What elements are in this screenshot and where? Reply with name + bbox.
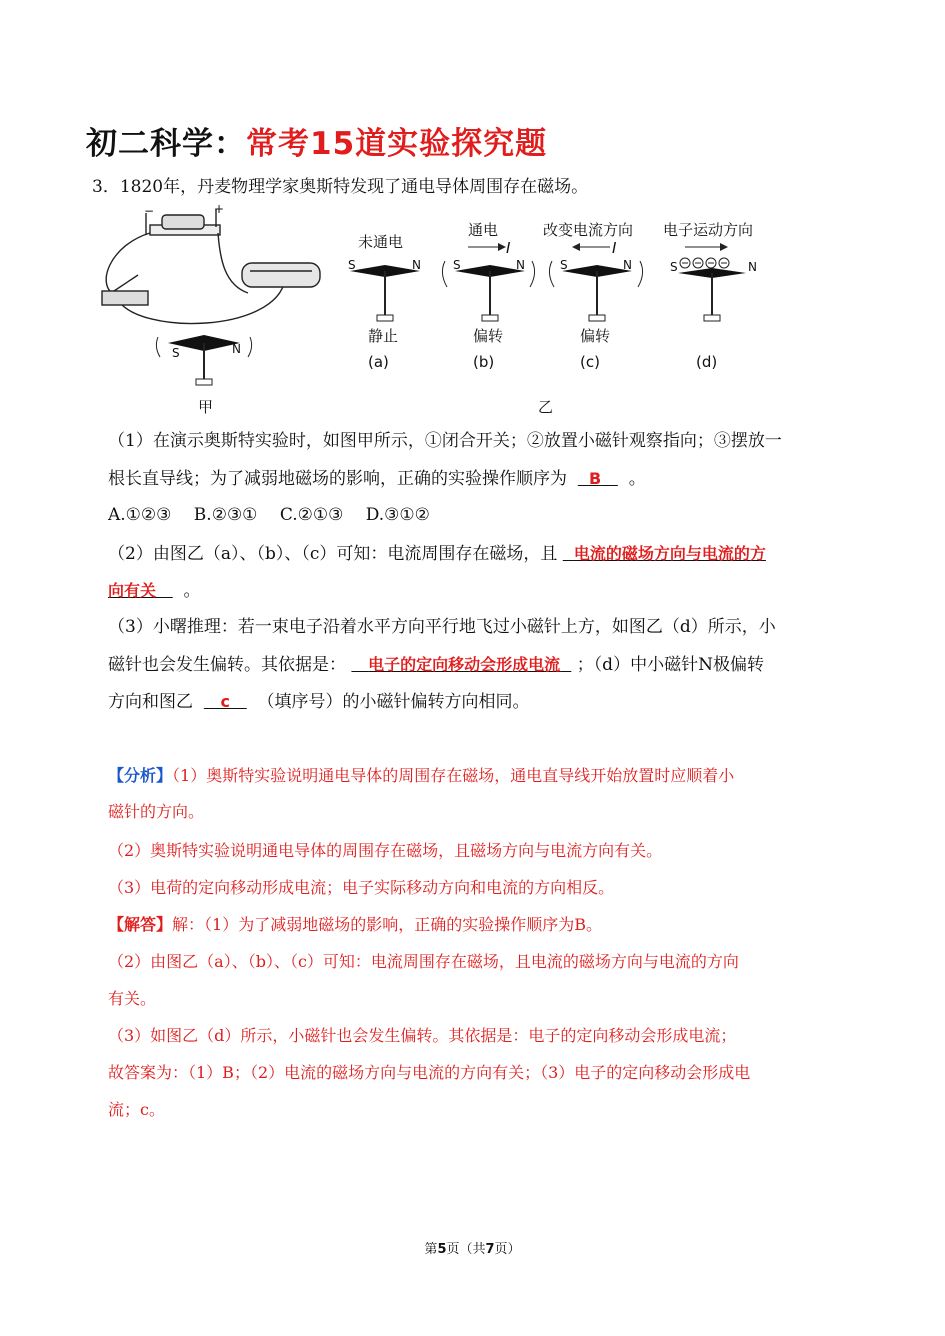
- solution-tag: 【解答】: [108, 915, 173, 934]
- compass-needle-jia: [156, 335, 251, 385]
- panel-b-state: 偏转: [473, 327, 504, 345]
- panel-b-top: 通电: [468, 221, 499, 239]
- svg-text:N: N: [412, 258, 421, 272]
- svg-text:S: S: [453, 258, 461, 272]
- q-part1-line1: （1）在演示奥斯特实验时，如图甲所示，①闭合开关；②放置小磁针观察指向；③摆放一: [108, 431, 782, 451]
- circuit-diagram: [102, 209, 320, 324]
- label-s-jia: S: [172, 346, 180, 360]
- q-part3-line2: 磁针也会发生偏转。其依据是： 电子的定向移动会形成电流 ；（d）中小磁针N极偏转: [108, 655, 764, 675]
- panel-c-top: 改变电流方向: [543, 221, 634, 239]
- q-part2-line2: 向有关 。: [108, 581, 201, 601]
- caption-yi: 乙: [538, 398, 554, 416]
- page-title: [86, 118, 547, 163]
- svg-text:I: I: [612, 239, 617, 257]
- svg-text:N: N: [623, 258, 632, 272]
- caption-jia: 甲: [198, 398, 214, 416]
- answer-blank-3a: 电子的定向移动会形成电流: [368, 655, 561, 674]
- panel-d-top: 电子运动方向: [663, 221, 754, 239]
- panel-a-top: 未通电: [358, 233, 404, 251]
- panel-d: [663, 221, 757, 371]
- title-prefix: 初二科学：: [86, 126, 246, 162]
- panel-b: [442, 221, 534, 371]
- q-part1-line2: 根长直导线；为了减弱地磁场的影响，正确的实验操作顺序为 B 。: [108, 469, 646, 489]
- analysis-line3: （2）奥斯特实验说明通电导体的周围存在磁场，且磁场方向与电流方向有关。: [108, 841, 663, 860]
- solution-line2: （2）由图乙（a）、（b）、（c）可知：电流周围存在磁场，且电流的磁场方向与电流的方向: [108, 952, 739, 971]
- panel-b-id: (b): [473, 353, 495, 371]
- panel-c-id: (c): [580, 353, 600, 371]
- svg-text:N: N: [516, 258, 525, 272]
- panel-c-state: 偏转: [580, 327, 611, 345]
- solution-line6: 流；c。: [108, 1100, 165, 1119]
- analysis-line2: 磁针的方向。: [108, 802, 205, 821]
- svg-text:S: S: [560, 258, 568, 272]
- svg-text:S: S: [348, 258, 356, 272]
- svg-text:S: S: [670, 260, 678, 274]
- page-footer: 第5页（共7页）: [424, 1242, 521, 1257]
- answer-blank-3b: c: [220, 692, 231, 711]
- battery-minus-sign: −: [144, 205, 155, 218]
- question-intro: 3．1820年，丹麦物理学家奥斯特发现了通电导体周围存在磁场。: [92, 177, 589, 197]
- title-main: 常考15道实验探究题: [246, 126, 548, 162]
- solution-line1: 【解答】解：（1）为了减弱地磁场的影响，正确的实验操作顺序为B。: [108, 915, 602, 934]
- answer-blank-2b: 向有关: [108, 581, 157, 600]
- panel-a-state: 静止: [368, 327, 399, 345]
- page-number: 5: [437, 1242, 447, 1257]
- page-total: 7: [485, 1242, 495, 1257]
- battery-plus-sign: +: [214, 205, 225, 216]
- label-n-jia: N: [232, 342, 241, 356]
- solution-line4: （3）如图乙（d）所示，小磁针也会发生偏转。其依据是：电子的定向移动会形成电流；: [108, 1026, 737, 1045]
- q-options: A.①②③ B.②③① C.②①③ D.③①②: [108, 505, 430, 525]
- panel-a-id: (a): [368, 353, 389, 371]
- answer-blank-2a: 电流的磁场方向与电流的方: [573, 544, 766, 563]
- svg-text:N: N: [748, 260, 757, 274]
- panel-d-id: (d): [696, 353, 718, 371]
- answer-blank-1: B: [588, 469, 602, 488]
- solution-line3: 有关。: [108, 989, 157, 1008]
- panel-a: [348, 233, 421, 371]
- panel-c: [543, 221, 643, 371]
- solution-line5: 故答案为：（1）B；（2）电流的磁场方向与电流的方向有关；（3）电子的定向移动会形成电: [108, 1063, 751, 1082]
- experiment-figure: [100, 205, 800, 420]
- q-part3-line3: 方向和图乙 c （填序号）的小磁针偏转方向相同。: [108, 692, 530, 712]
- q-part2-line1: （2）由图乙（a）、（b）、（c）可知：电流周围存在磁场，且 电流的磁场方向与电流的方: [108, 544, 766, 564]
- analysis-line4: （3）电荷的定向移动形成电流；电子实际移动方向和电流的方向相反。: [108, 878, 615, 897]
- svg-text:I: I: [506, 239, 511, 257]
- analysis-tag: 【分析】: [108, 766, 173, 785]
- analysis-line1: 【分析】（1）奥斯特实验说明通电导体的周围存在磁场，通电直导线开始放置时应顺着小: [108, 766, 735, 785]
- q-part3-line1: （3）小曙推理：若一束电子沿着水平方向平行地飞过小磁针上方，如图乙（d）所示，小: [108, 617, 776, 637]
